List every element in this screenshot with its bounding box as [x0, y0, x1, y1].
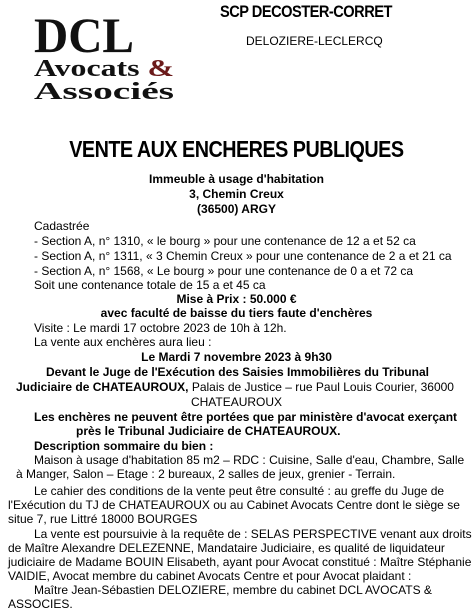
cahier-line2: l'Exécution du TJ de CHATEAUROUX ou au Cabinet Avocats Centre dont le siège se	[8, 498, 460, 512]
cadastre-heading: Cadastrée	[34, 219, 90, 233]
cahier-line3: situe 7, rue Littré 18000 BOURGES	[8, 512, 198, 526]
page-title	[0, 136, 473, 163]
pursuit-line4: VAIDIE, Avocat membre du cabinet Avocats Centre et pour Avocat plaidant :	[8, 569, 412, 583]
visit-info: Visite : Le mardi 17 octobre 2023 de 10h à 12h.	[34, 321, 287, 335]
dcl-logo	[32, 6, 180, 100]
cadastre-line: - Section A, n° 1311, « 3 Chemin Creux » pour une contenance de 2 a et 21 ca	[34, 249, 452, 263]
logo-letters: DCL	[34, 7, 134, 63]
firm-name: SCP DECOSTER-CORRET	[220, 2, 392, 21]
notice-line2: près le Tribunal Judiciaire de CHATEAUROUX.	[76, 424, 341, 438]
pursuit-line1: La vente est poursuivie à la requête de : SELAS PERSPECTIVE venant aux droits	[34, 527, 472, 541]
pursuit-line5: Maître Jean-Sébastien DELOZIERE, membre du cabinet DCL AVOCATS &	[34, 583, 432, 597]
property-address: 3, Chemin Creux	[189, 187, 284, 201]
cahier-line1: Le cahier des conditions de la vente peut être consulté : au greffe du Juge de	[34, 484, 445, 498]
page-title-text: VENTE AUX ENCHERES PUBLIQUES	[69, 136, 404, 162]
pursuit-line6: ASSOCIES.	[8, 597, 73, 611]
cadastre-total: Soit une contenance totale de 15 a et 45 ca	[34, 278, 266, 292]
cadastre-line: - Section A, n° 1310, « le bourg » pour une contenance de 12 a et 52 ca	[34, 234, 416, 248]
court-line2-rest: Palais de Justice – rue Paul Louis Courier, 36000	[188, 380, 454, 394]
description-line1: Maison à usage d'habitation 85 m2 – RDC : Cuisine, Salle d'eau, Chambre, Salle	[34, 453, 465, 467]
property-type: Immeuble à usage d'habitation	[149, 172, 324, 186]
description-line2: à Manger, Salon – Etage : 2 bureaux, 2 salles de jeux, grenier - Terrain.	[16, 467, 396, 481]
sale-date: Le Mardi 7 novembre 2023 à 9h30	[141, 350, 332, 364]
cadastre-line: - Section A, n° 1568, « Le bourg » pour une contenance de 0 a et 72 ca	[34, 264, 414, 278]
price-condition: avec faculté de baisse du tiers faute d'enchères	[100, 306, 373, 320]
notice-line1: Les enchères ne peuvent être portées que par ministère d'avocat exerçant	[34, 410, 458, 424]
mise-a-prix: Mise à Prix : 50.000 €	[176, 292, 297, 306]
logo-line2: Associés	[34, 79, 174, 100]
logo-line1: Avocats &	[34, 56, 174, 82]
property-city: (36500) ARGY	[197, 202, 276, 216]
sale-intro: La vente aux enchères aura lieu :	[34, 335, 212, 349]
pursuit-line2: de Maître Alexandre DELEZENNE, Mandataire Judiciaire, es qualité de liquidateur	[8, 541, 445, 555]
court-line2	[16, 380, 454, 394]
court-line3: CHATEAUROUX	[190, 395, 283, 409]
description-heading: Description sommaire du bien :	[34, 439, 214, 453]
court-line2-bold: Judiciaire de CHATEAUROUX,	[16, 380, 189, 394]
firm-partners: DELOZIERE-LECLERCQ	[246, 34, 383, 48]
logo-ampersand: &	[147, 56, 168, 82]
court-line1: Devant le Juge de l'Exécution des Saisies Immobilières du Tribunal	[46, 365, 429, 379]
pursuit-line3: judiciaire de Madame BOUIN Elisabeth, ayant pour Avocat constitué : Maître Stéphanie	[8, 555, 472, 569]
